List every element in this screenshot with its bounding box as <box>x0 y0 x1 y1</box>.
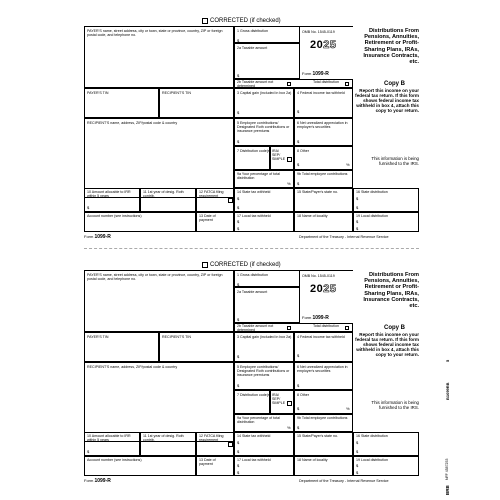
form-title: Distributions From Pensions, Annuities, Retirement or Profit-Sharing Plans, IRAs, Insurance Contracts, etc. <box>363 272 419 310</box>
ira-box <box>270 146 294 170</box>
box-7 <box>234 390 270 414</box>
box-9b-label: 9b Total employee contributions <box>297 172 348 176</box>
box-9b <box>294 414 353 432</box>
form-prefix: Form <box>302 315 312 320</box>
box-11-label: 11 1st year of desig. Roth contrib. <box>143 434 184 442</box>
box-14-label: 14 State tax withheld <box>237 190 271 194</box>
box-3-dollar: $ <box>237 354 240 359</box>
sidebar-number <box>445 360 450 362</box>
box-3-label: 3 Capital gain (included in box 2a) <box>237 335 292 339</box>
box-13-label: 13 Date of payment <box>199 458 216 466</box>
box-14-dollar-2: $ <box>237 449 240 454</box>
box-4-dollar: $ <box>297 353 300 358</box>
box-8-label: 8 Other <box>297 393 309 397</box>
box-16-label: 16 State distribution <box>356 434 388 438</box>
box-10-label: 10 Amount allocable to IRR within 5 years <box>87 190 131 198</box>
payer-box <box>84 270 234 332</box>
ira-box <box>270 390 294 414</box>
box-12 <box>196 432 234 456</box>
account-box <box>84 212 196 232</box>
box-1-dollar: $ <box>237 282 240 287</box>
box-15 <box>294 188 353 212</box>
box-6-label: 6 Net unrealized appreciation in employer's securities <box>297 365 348 373</box>
box-2b-label: 2b Taxable amount not determined <box>237 80 274 88</box>
form-footer-name <box>84 478 111 484</box>
box-10-label: 10 Amount allocable to IRR within 5 years <box>87 434 131 442</box>
box-12-checkbox[interactable] <box>228 442 233 447</box>
box-5-label: 5 Employee contributions/ Designated Roth contributions or insurance premiums <box>237 121 290 133</box>
box-12-label: 12 FATCA filing requirement <box>199 434 224 442</box>
account-label: Account number (see instructions) <box>87 214 142 218</box>
box-3 <box>234 88 294 118</box>
box-2a <box>234 287 300 323</box>
sidebar-brand-text: BRB <box>445 485 450 495</box>
box-19-label: 19 Local distribution <box>356 458 388 462</box>
box-17-label: 17 Local tax withheld <box>237 458 271 462</box>
year-suffix: 25 <box>323 283 337 295</box>
total-distribution-checkbox[interactable] <box>345 82 349 86</box>
box-19 <box>353 456 419 476</box>
payer-label: PAYER'S name, street address, city or town, state or province, country, ZIP or foreign postal code, and telephone no. <box>87 29 223 37</box>
box-19-label: 19 Local distribution <box>356 214 388 218</box>
tax-year <box>310 283 337 295</box>
year-prefix: 20 <box>310 39 324 51</box>
box-17-label: 17 Local tax withheld <box>237 214 271 218</box>
box-6-label: 6 Net unrealized appreciation in employer's securities <box>297 121 348 129</box>
box-19-dollar-1: $ <box>356 463 359 468</box>
box-17-dollar-1: $ <box>237 219 240 224</box>
account-box <box>84 456 196 476</box>
year-suffix: 25 <box>323 39 337 51</box>
box-17 <box>234 212 294 232</box>
sidebar-id <box>445 459 449 480</box>
ira-label: IRA/ SEP/ SIMPLE <box>272 149 286 161</box>
box-19-dollar-1: $ <box>356 219 359 224</box>
box-6 <box>294 118 353 146</box>
box-4 <box>294 332 353 362</box>
box-5-label: 5 Employee contributions/ Designated Roth contributions or insurance premiums <box>237 365 290 377</box>
form-footer-name <box>84 234 111 240</box>
box-12-checkbox[interactable] <box>228 198 233 203</box>
box-9a <box>234 170 294 188</box>
ira-label: IRA/ SEP/ SIMPLE <box>272 393 286 405</box>
sidebar-number-text: 5 <box>445 359 450 362</box>
recipient-tin-label: RECIPIENT'S TIN <box>162 335 191 339</box>
copy-instructions: Report this income on your federal tax return. If this form shows federal income tax withheld in box 4, attach this copy to your return. <box>355 332 419 358</box>
box-16-dollar-1: $ <box>356 440 359 445</box>
box-8-label: 8 Other <box>297 149 309 153</box>
box-9a-label: 9a Your percentage of total distribution <box>237 416 280 424</box>
box-10-dollar: $ <box>87 449 90 454</box>
corrected-label: CORRECTED (if checked) <box>210 18 281 24</box>
box-15 <box>294 432 353 456</box>
box-5 <box>234 362 294 390</box>
form-name-header <box>302 315 329 321</box>
box-18 <box>294 212 353 232</box>
irs-notice: This information is being furnished to the IRS. <box>371 400 419 410</box>
sidebar-code-text: B1099RB <box>445 382 450 400</box>
payer-tin-box <box>84 332 159 362</box>
box-3 <box>234 332 294 362</box>
box-1-label: 1 Gross distribution <box>237 273 268 277</box>
box-11 <box>140 188 196 212</box>
box-1-label: 1 Gross distribution <box>237 29 268 33</box>
footer-form-number: 1099-R <box>94 234 111 240</box>
box-8 <box>294 390 353 414</box>
payer-tin-label: PAYER'S TIN <box>87 335 109 339</box>
box-19-dollar-2: $ <box>356 470 359 475</box>
corrected-checkbox[interactable] <box>202 262 208 268</box>
payer-label: PAYER'S name, street address, city or town, state or province, country, ZIP or foreign postal code, and telephone no. <box>87 273 223 281</box>
box-17-dollar-2: $ <box>237 470 240 475</box>
box-2a-label: 2a Taxable amount <box>237 46 268 50</box>
form-copy-bottom <box>84 262 419 484</box>
box-14-dollar-1: $ <box>237 440 240 445</box>
omb-area <box>300 26 353 79</box>
box-11-label: 11 1st year of desig. Roth contrib. <box>143 190 184 198</box>
form-title: Distributions From Pensions, Annuities, Retirement or Profit-Sharing Plans, IRAs, Insurance Contracts, etc. <box>363 28 419 66</box>
box-8-percent: % <box>346 162 350 167</box>
box-4 <box>294 88 353 118</box>
box-2a-dollar: $ <box>237 73 240 78</box>
box-9b <box>294 170 353 188</box>
box-6 <box>294 362 353 390</box>
ira-checkbox[interactable] <box>287 157 292 162</box>
copy-label: Copy B <box>384 81 405 87</box>
box-3-dollar: $ <box>237 110 240 115</box>
box-16-dollar-1: $ <box>356 196 359 201</box>
corrected-label: CORRECTED (if checked) <box>210 262 281 268</box>
omb-number: OMB No. 1545-0119 <box>302 30 335 34</box>
box-2a <box>234 43 300 79</box>
box-9a-label: 9a Your percentage of total distribution <box>237 172 280 180</box>
recipient-tin-box <box>159 88 234 118</box>
box-10 <box>84 188 140 212</box>
box-9a-percent: % <box>287 181 291 186</box>
payer-tin-label: PAYER'S TIN <box>87 91 109 95</box>
box-1 <box>234 26 300 43</box>
box-17-dollar-1: $ <box>237 463 240 468</box>
form-prefix: Form <box>302 71 312 76</box>
footer-form-prefix: Form <box>84 234 94 239</box>
box-13 <box>196 212 234 232</box>
box-10 <box>84 432 140 456</box>
box-19-dollar-2: $ <box>356 226 359 231</box>
corrected-checkbox-row[interactable] <box>202 18 281 24</box>
footer-form-number: 1099-R <box>94 478 111 484</box>
tax-year <box>310 39 337 51</box>
box-2b <box>234 323 353 332</box>
recipient-box <box>84 362 234 442</box>
box-1 <box>234 270 300 287</box>
box-15-label: 15 State/Payer's state no. <box>297 190 339 194</box>
recipient-label: RECIPIENT'S name, address, ZIP/postal code & country <box>87 365 178 369</box>
payer-tin-box <box>84 88 159 118</box>
box-5 <box>234 118 294 146</box>
box-4-label: 4 Federal income tax withheld <box>297 91 345 95</box>
box-3-label: 3 Capital gain (included in box 2a) <box>237 91 292 95</box>
corrected-checkbox-row[interactable] <box>202 262 281 268</box>
irs-notice: This information is being furnished to the IRS. <box>371 156 419 166</box>
box-6-dollar: $ <box>297 139 300 144</box>
box-4-dollar: $ <box>297 109 300 114</box>
form-name-header <box>302 71 329 77</box>
department-line: Department of the Treasury - Internal Revenue Service <box>299 235 389 239</box>
box-6-dollar: $ <box>297 383 300 388</box>
box-2b-checkbox[interactable] <box>287 326 291 330</box>
box-14-label: 14 State tax withheld <box>237 434 271 438</box>
corrected-checkbox[interactable] <box>202 18 208 24</box>
box-16-dollar-2: $ <box>356 205 359 210</box>
box-12-label: 12 FATCA filing requirement <box>199 190 224 198</box>
box-15-label: 15 State/Payer's state no. <box>297 434 339 438</box>
box-8-percent: % <box>346 406 350 411</box>
copy-label: Copy B <box>384 325 405 331</box>
box-2b-label: 2b Taxable amount not determined <box>237 324 274 332</box>
box-8-dollar: $ <box>297 162 300 167</box>
recipient-tin-label: RECIPIENT'S TIN <box>162 91 191 95</box>
form-copy-top <box>84 18 419 240</box>
box-16 <box>353 432 419 456</box>
box-8 <box>294 146 353 170</box>
box-17-dollar-2: $ <box>237 226 240 231</box>
sidebar-brand <box>445 485 450 495</box>
form-number: 1099-R <box>312 315 329 321</box>
box-5-dollar: $ <box>237 383 240 388</box>
copy-instructions: Report this income on your federal tax return. If this form shows federal income tax withheld in box 4, attach this copy to your return. <box>355 88 419 114</box>
box-8-dollar: $ <box>297 406 300 411</box>
box-2b <box>234 79 353 88</box>
box-4-label: 4 Federal income tax withheld <box>297 335 345 339</box>
box-2b-total-label: Total distribution <box>313 80 339 84</box>
total-distribution-checkbox[interactable] <box>345 326 349 330</box>
box-19 <box>353 212 419 232</box>
box-10-dollar: $ <box>87 205 90 210</box>
box-13 <box>196 456 234 476</box>
box-17 <box>234 456 294 476</box>
box-9b-dollar: $ <box>297 425 300 430</box>
year-prefix: 20 <box>310 283 324 295</box>
department-line: Department of the Treasury - Internal Revenue Service <box>299 479 389 483</box>
box-12 <box>196 188 234 212</box>
box-18-label: 18 Name of locality <box>297 214 328 218</box>
box-7-label: 7 Distribution code(s) <box>237 393 271 397</box>
box-9b-dollar: $ <box>297 181 300 186</box>
account-label: Account number (see instructions) <box>87 458 142 462</box>
box-16-label: 16 State distribution <box>356 190 388 194</box>
sidebar-code <box>445 382 450 400</box>
payer-box <box>84 26 234 88</box>
box-16 <box>353 188 419 212</box>
box-2a-label: 2a Taxable amount <box>237 290 268 294</box>
box-13-label: 13 Date of payment <box>199 214 216 222</box>
box-18 <box>294 456 353 476</box>
sidebar-id-text: NFF 4587253 <box>445 458 449 480</box>
box-9b-label: 9b Total employee contributions <box>297 416 348 420</box>
box-5-dollar: $ <box>237 139 240 144</box>
perforation-line <box>84 248 419 249</box>
box-2b-total-label: Total distribution <box>313 324 339 328</box>
box-7-label: 7 Distribution code(s) <box>237 149 271 153</box>
box-16-dollar-2: $ <box>356 449 359 454</box>
box-14 <box>234 188 294 212</box>
box-9a <box>234 414 294 432</box>
omb-area <box>300 270 353 323</box>
form-number: 1099-R <box>312 71 329 77</box>
box-14-dollar-1: $ <box>237 196 240 201</box>
box-1-dollar: $ <box>237 38 240 43</box>
box-2a-dollar: $ <box>237 317 240 322</box>
ira-checkbox[interactable] <box>287 401 292 406</box>
recipient-tin-box <box>159 332 234 362</box>
box-11 <box>140 432 196 456</box>
box-18-label: 18 Name of locality <box>297 458 328 462</box>
box-9a-percent: % <box>287 425 291 430</box>
footer-form-prefix: Form <box>84 478 94 483</box>
box-14-dollar-2: $ <box>237 205 240 210</box>
recipient-label: RECIPIENT'S name, address, ZIP/postal code & country <box>87 121 178 125</box>
box-14 <box>234 432 294 456</box>
recipient-box <box>84 118 234 198</box>
box-7 <box>234 146 270 170</box>
omb-number: OMB No. 1545-0119 <box>302 274 335 278</box>
box-2b-checkbox[interactable] <box>287 82 291 86</box>
